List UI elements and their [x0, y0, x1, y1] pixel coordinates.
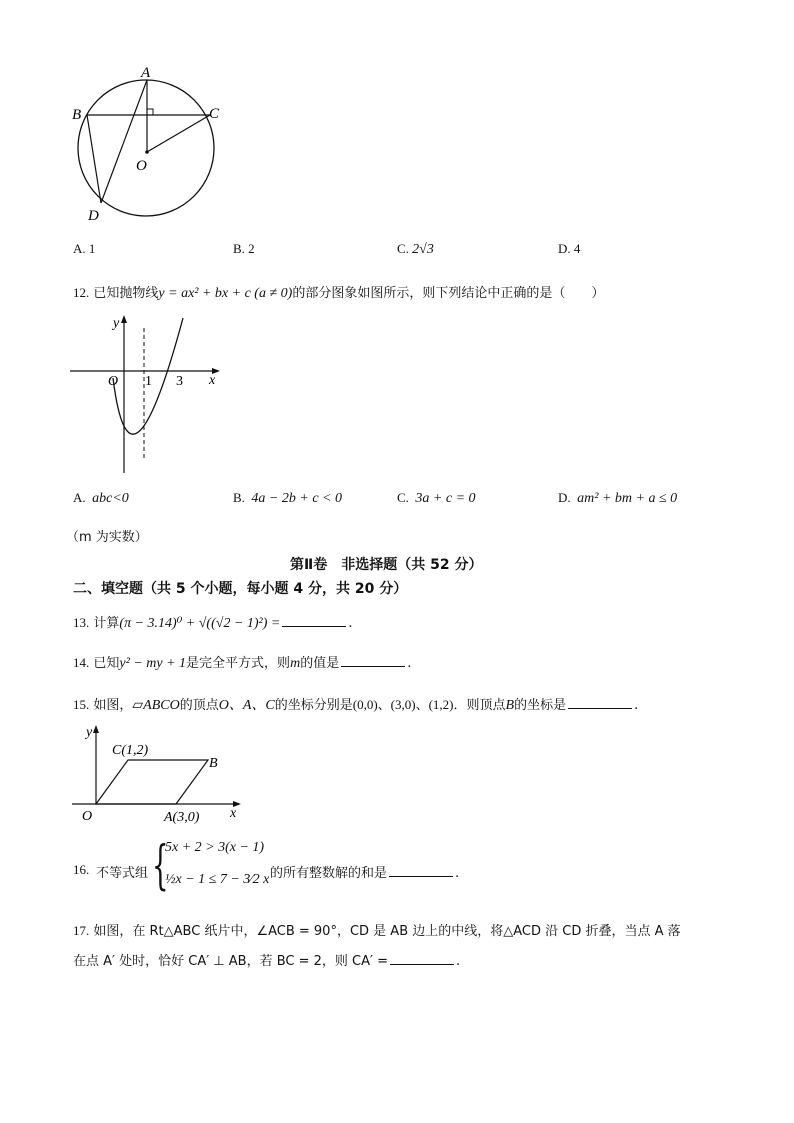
label-o: O	[136, 158, 147, 174]
label-a: A(3,0)	[164, 810, 200, 825]
label-d: D	[88, 208, 99, 224]
q11-circle-figure	[60, 60, 240, 225]
q17-answer-blank[interactable]	[390, 952, 454, 965]
label-c: C(1,2)	[112, 743, 149, 758]
label-b: B	[209, 756, 218, 771]
segment-oc	[147, 115, 210, 152]
q15-parallelogram-figure	[72, 720, 262, 830]
circle-outline	[78, 80, 214, 216]
label-origin: O	[82, 809, 93, 824]
q11-option-d[interactable]: D. 4	[558, 241, 581, 256]
q12-note: （m 为实数）	[66, 530, 148, 545]
label-three: 3	[176, 374, 183, 389]
label-y: y	[86, 725, 93, 740]
label-one: 1	[145, 374, 152, 389]
segment-ad	[101, 80, 147, 203]
q12-option-c[interactable]: C. 3a + c = 0	[397, 490, 476, 506]
parallelogram-abco	[96, 760, 208, 804]
q16-number: 16.	[73, 862, 90, 877]
q16-answer-blank[interactable]	[389, 864, 453, 877]
label-y: y	[113, 316, 120, 331]
label-x: x	[230, 806, 237, 821]
q13-expression: (π − 3.14)⁰ + √((√2 − 1)²) =	[119, 616, 281, 631]
q16-inequality-1: 5x + 2 > 3(x − 1)	[165, 840, 265, 855]
label-x: x	[209, 373, 216, 388]
q16-prefix: 不等式组	[96, 866, 149, 881]
q12-option-d[interactable]: D. am² + bm + a ≤ 0	[558, 490, 678, 506]
y-axis-arrow	[93, 725, 99, 733]
q17-line-2: 在点 A′ 处时，恰好 CA′ ⊥ AB，若 BC = 2，则 CA′ = .	[73, 954, 461, 969]
q16-inequality-2: ½x − 1 ≤ 7 − 3⁄2 x	[165, 872, 270, 887]
q12-stem: 12. 已知抛物线y = ax² + bx + c (a ≠ 0)的部分图象如图所示，则下列结论中正确的是（ ）	[73, 285, 605, 301]
label-origin: O	[108, 374, 119, 389]
q14-answer-blank[interactable]	[341, 654, 405, 667]
q17-line-1: 17. 如图，在 Rt△ABC 纸片中，∠ACB = 90°，CD 是 AB 边上的中线，将△ACD 沿 CD 折叠，当点 A 落	[73, 923, 681, 939]
q12-parabola-figure	[68, 310, 228, 480]
y-axis-arrow	[121, 315, 127, 323]
center-dot	[145, 150, 149, 154]
section-heading: 二、填空题（共 5 个小题，每小题 4 分，共 20 分）	[73, 581, 408, 597]
q11-option-b[interactable]: B. 2	[233, 241, 255, 256]
right-angle-mark	[147, 109, 153, 115]
q15: 15. 如图，▱ABCO的顶点O、A、C的坐标分别是(0,0)、(3,0)、(1,2)．则顶点B的坐标是 .	[73, 697, 639, 713]
q12-option-b[interactable]: B. 4a − 2b + c < 0	[233, 490, 342, 506]
q16-suffix: 的所有整数解的和是 .	[270, 866, 460, 881]
label-b: B	[72, 107, 82, 123]
label-c: C	[209, 106, 220, 122]
segment-bd	[87, 115, 101, 203]
section-title: 第Ⅱ卷 非选择题（共 52 分）	[290, 557, 483, 573]
label-a: A	[141, 65, 151, 81]
q14-expression: y² − my + 1	[119, 656, 187, 671]
q13: 13. 计算(π − 3.14)⁰ + √((√2 − 1)²) = .	[73, 615, 353, 631]
q12-option-a[interactable]: A. abc<0	[73, 490, 129, 506]
q12-equation: y = ax² + bx + c (a ≠ 0)	[158, 286, 293, 301]
q15-answer-blank[interactable]	[568, 696, 632, 709]
q11-option-a[interactable]: A. 1	[73, 241, 96, 256]
q14: 14. 已知y² − my + 1是完全平方式，则m的值是 .	[73, 655, 412, 671]
q16-brace: {	[152, 836, 169, 896]
q11-option-c[interactable]: C. 2√3	[397, 241, 434, 257]
q13-answer-blank[interactable]	[282, 614, 346, 627]
